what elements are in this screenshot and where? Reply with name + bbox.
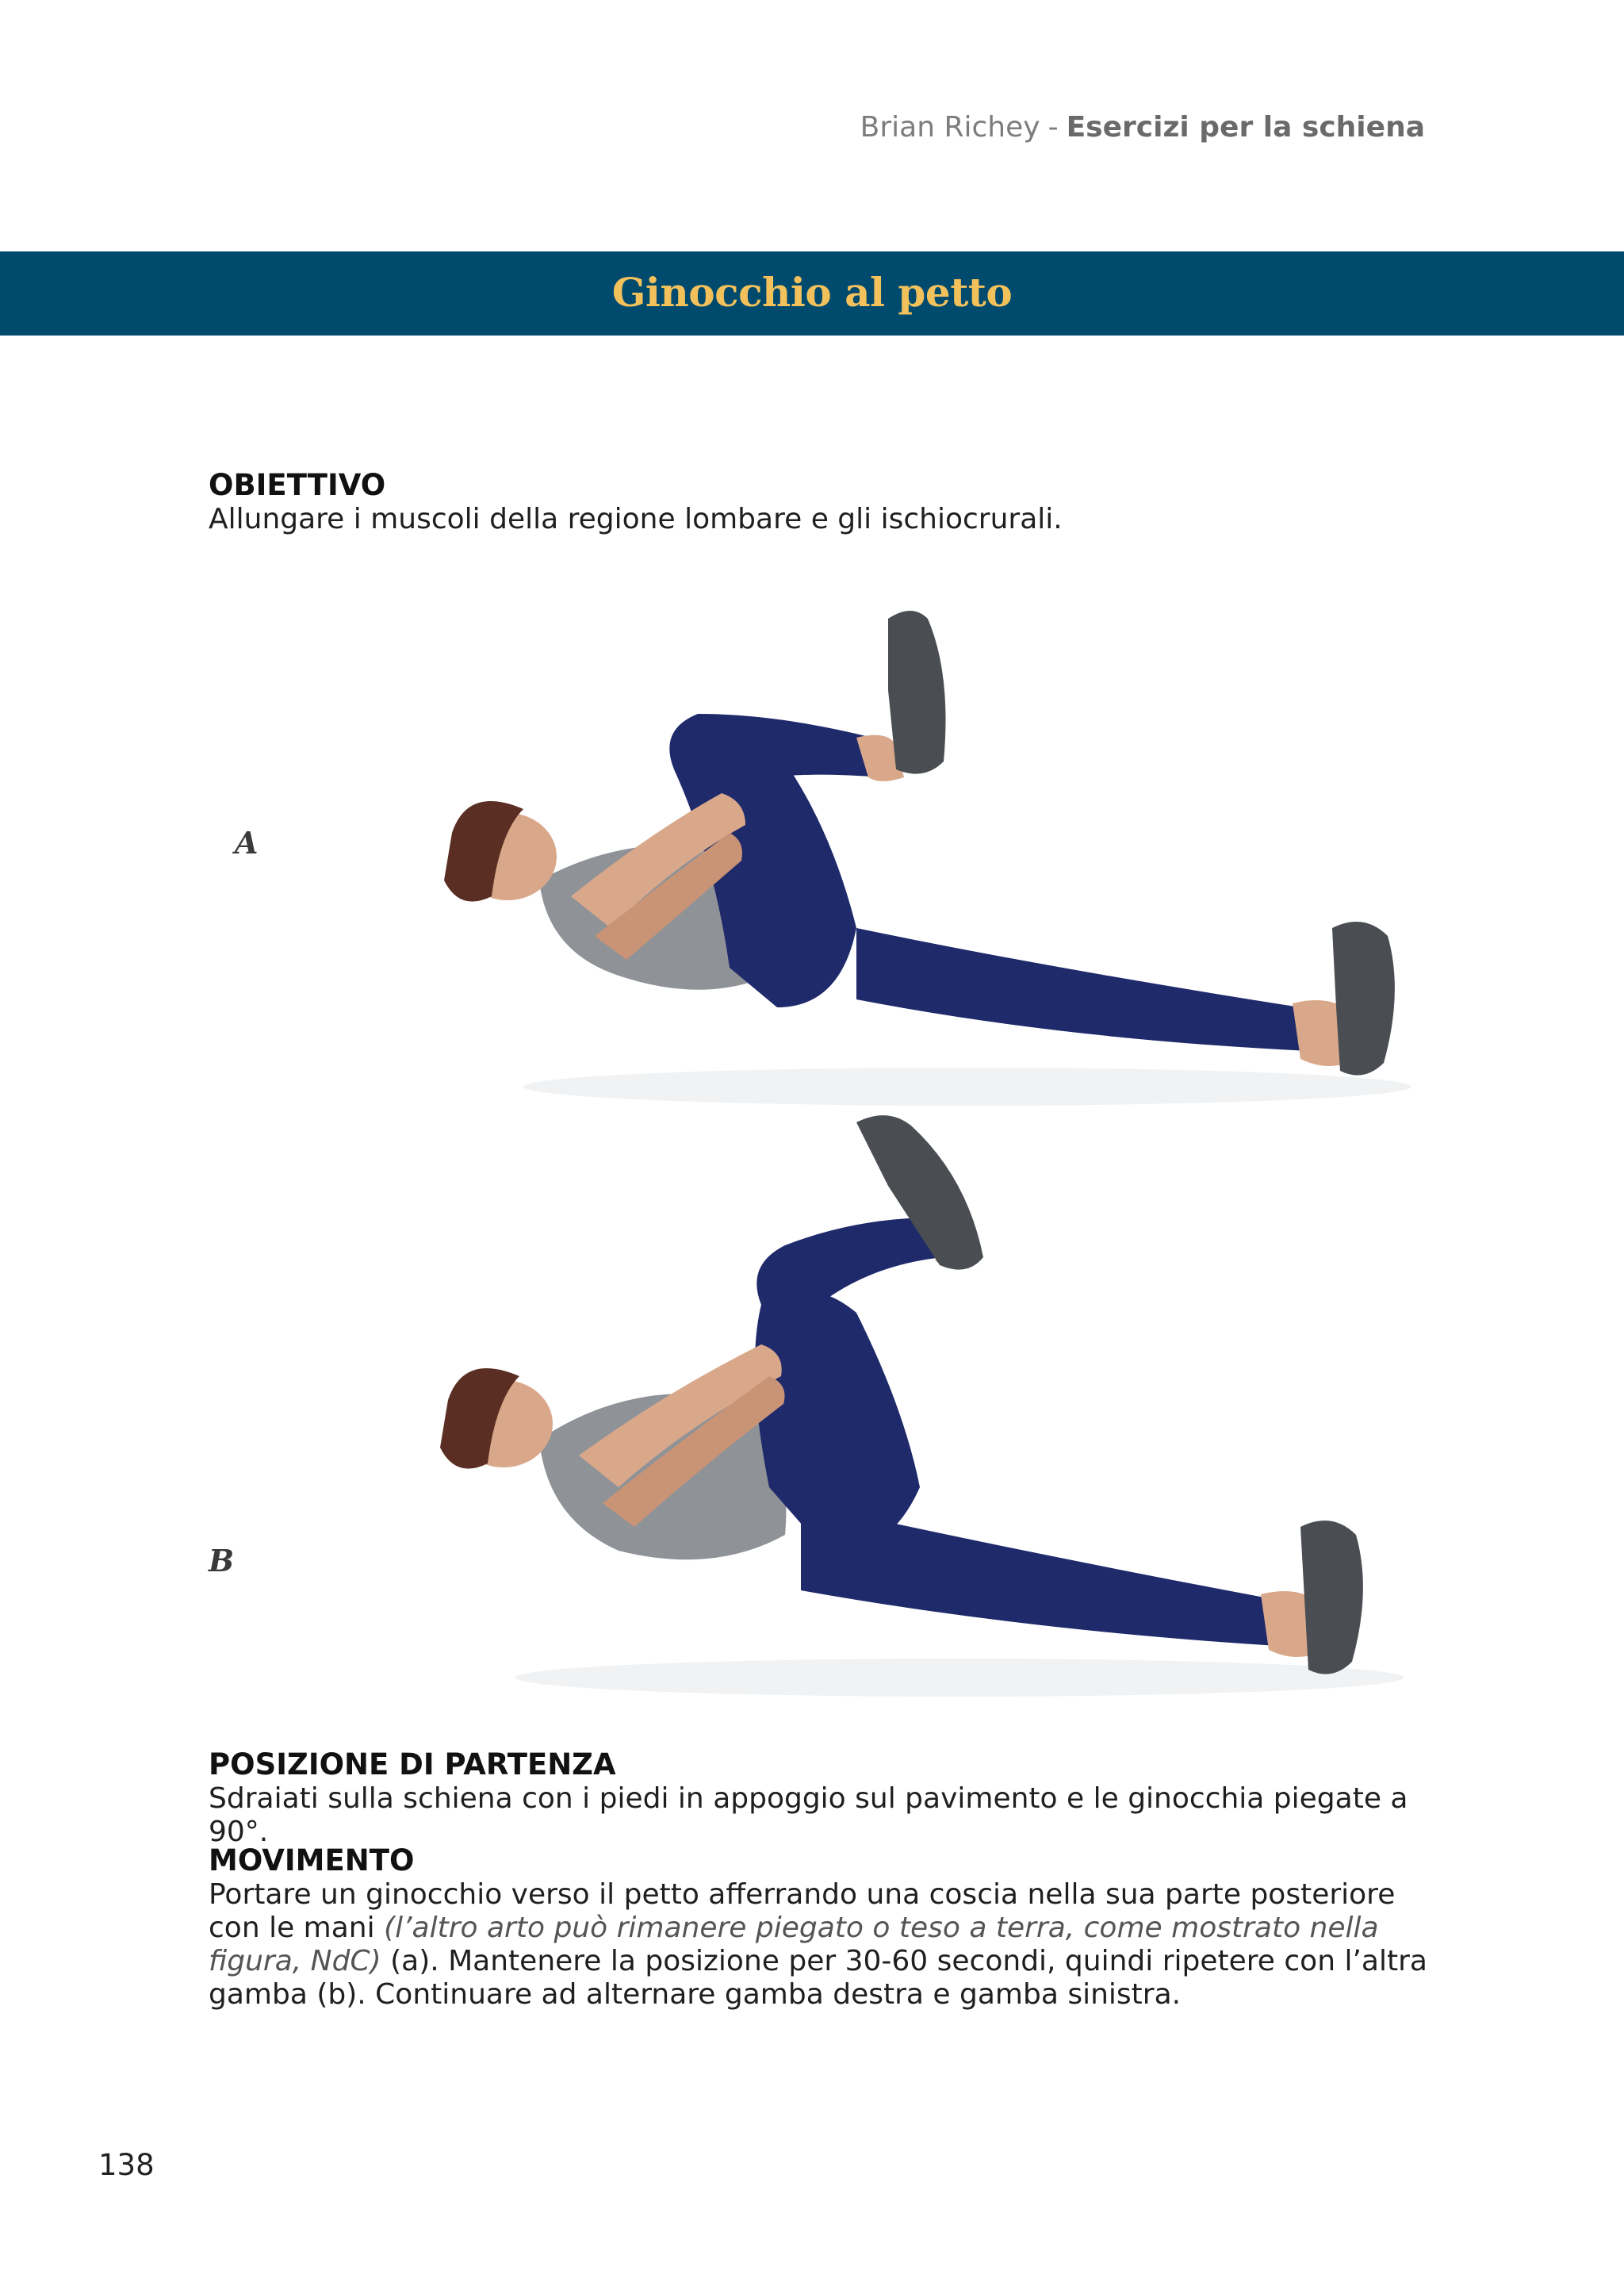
movement-section [209, 1843, 1430, 2012]
movement-note: (l’altro arto può rimanere piegato o teso a terra, come mostrato nella figura, NdC) [209, 1912, 1379, 1977]
book-title: Esercizi per la schiena [1066, 111, 1425, 144]
header-separator: - [1048, 111, 1059, 144]
starting-position-heading: POSIZIONE DI PARTENZA [209, 1747, 616, 1781]
objective-text: Allungare i muscoli della regione lombare e gli ischiocrurali. [209, 503, 1063, 535]
objective-heading: OBIETTIVO [209, 468, 386, 502]
exercise-photo-b [412, 1106, 1475, 1709]
objective-section [209, 468, 1430, 536]
movement-text-part-2: (a). Mantenere la posizione per 30-60 secondi, quindi ripetere con l’altra gamba (b). Continuare ad alternare gamba destra e gamba sinistra. [209, 1945, 1427, 2011]
exercise-photo-a [412, 595, 1475, 1118]
exercise-title: Ginocchio al petto [611, 269, 1013, 316]
movement-text [209, 1878, 1430, 2012]
running-head [860, 111, 1425, 144]
figure-label-b: B [209, 1543, 235, 1578]
movement-heading: MOVIMENTO [209, 1843, 415, 1877]
author-name: Brian Richey [860, 111, 1040, 144]
figure-label-a: A [235, 825, 259, 861]
page-number: 138 [98, 2148, 155, 2182]
starting-position-text: Sdraiati sulla schiena con i piedi in appoggio sul pavimento e le ginocchia piegate a 90°. [209, 1782, 1408, 1848]
movement-text-part-1: Portare un ginocchio verso il petto afferrando una coscia nella sua parte posteriore con le mani [209, 1878, 1396, 1944]
title-band [0, 251, 1624, 336]
starting-position-section [209, 1747, 1430, 1849]
